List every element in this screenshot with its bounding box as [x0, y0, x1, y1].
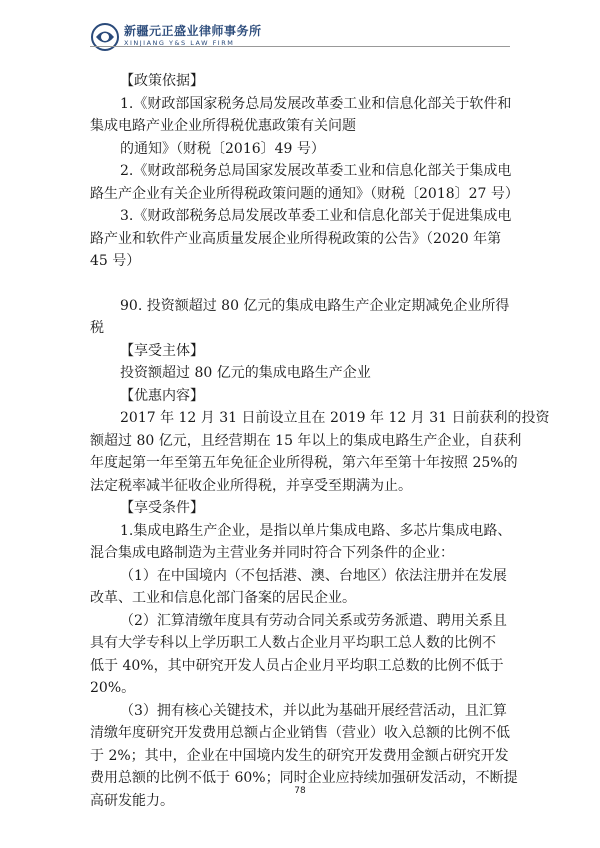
header-divider [90, 46, 510, 47]
preferential-content-line-1: 2017 年 12 月 31 日前设立且在 2019 年 12 月 31 日前获利的投资 [120, 410, 550, 426]
section-heading-policy-basis: 【政策依据】 [120, 73, 204, 89]
firm-logo-icon [90, 22, 120, 52]
section-heading-preferential-content: 【优惠内容】 [120, 387, 204, 404]
condition-1-sub-3-line-5: 高研发能力。 [90, 792, 174, 809]
policy-item-2-line-2: 路生产企业有关企业所得税政策问题的通知》（财税〔2018〕27 号） [90, 185, 519, 202]
preferential-content-line-3: 年度起第一年至第五年免征企业所得税，第六年至第十年按照 25%的 [90, 455, 518, 471]
condition-1-sub-3-line-2: 清缴年度研究开发费用总额占企业销售（营业）收入总额的比例不低 [90, 725, 510, 741]
preferential-content-line-4: 法定税率减半征收企业所得税，并享受至期满为止。 [90, 477, 412, 494]
policy-item-1-line-3: 的通知》（财税〔2016〕49 号） [120, 140, 325, 157]
firm-name-chinese: 新疆元正盛业律师事务所 [124, 24, 262, 38]
beneficiary-text: 投资额超过 80 亿元的集成电路生产企业 [120, 365, 371, 381]
policy-item-1-line-1: 1.《财政部国家税务总局发展改革委工业和信息化部关于软件和 [120, 95, 512, 112]
condition-1-sub-1-line-1: （1）在中国境内（不包括港、澳、台地区）依法注册并在发展 [120, 567, 507, 584]
condition-1-line-2: 混合集成电路制造为主营业务并同时符合下列条件的企业： [90, 545, 454, 561]
condition-1-sub-2-line-1: （2）汇算清缴年度具有劳动合同关系或劳务派遣、聘用关系且 [120, 612, 507, 629]
page-number: 78 [294, 786, 306, 796]
policy-item-2-line-1: 2.《财政部税务总局国家发展改革委工业和信息化部关于集成电 [120, 163, 512, 179]
condition-1-sub-3-line-4: 费用总额的比例不低于 60%；同时企业应持续加强研发活动，不断提 [90, 770, 518, 786]
page-header [90, 20, 510, 60]
condition-1-line-1: 1.集成电路生产企业，是指以单片集成电路、多芯片集成电路、 [120, 522, 512, 539]
condition-1-sub-2-line-2: 具有大学专科以上学历职工人数占企业月平均职工总人数的比例不 [90, 635, 496, 651]
item-90-title-line-1: 90. 投资额超过 80 亿元的集成电路生产企业定期减免企业所得 [120, 297, 510, 314]
policy-item-3-line-3: 45 号） [90, 253, 141, 269]
condition-1-sub-3-line-3: 于 2%；其中，企业在中国境内发生的研究开发费用金额占研究开发 [90, 747, 509, 764]
policy-item-3-line-2: 路产业和软件产业高质量发展企业所得税政策的公告》（2020 年第 [90, 230, 502, 247]
condition-1-sub-3-line-1: （3）拥有核心关键技术，并以此为基础开展经营活动，且汇算 [120, 702, 507, 719]
section-heading-beneficiary: 【享受主体】 [120, 342, 204, 359]
preferential-content-line-2: 额超过 80 亿元，且经营期在 15 年以上的集成电路生产企业，自获利 [90, 432, 522, 449]
policy-item-1-line-2: 集成电路产业企业所得税优惠政策有关问题 [90, 118, 356, 134]
document-body [90, 70, 550, 812]
condition-1-sub-2-line-3: 低于 40%，其中研究开发人员占企业月平均职工总数的比例不低于 [90, 657, 504, 674]
section-heading-conditions: 【享受条件】 [120, 500, 204, 516]
condition-1-sub-2-line-4: 20%。 [90, 680, 136, 696]
policy-item-3-line-1: 3.《财政部税务总局发展改革委工业和信息化部关于促进集成电 [120, 208, 512, 224]
condition-1-sub-1-line-2: 改革、工业和信息化部门备案的居民企业。 [90, 590, 356, 606]
firm-name-english: XINJIANG Y&S LAW FIRM [124, 39, 235, 47]
item-90-title-line-2: 税 [90, 320, 104, 336]
